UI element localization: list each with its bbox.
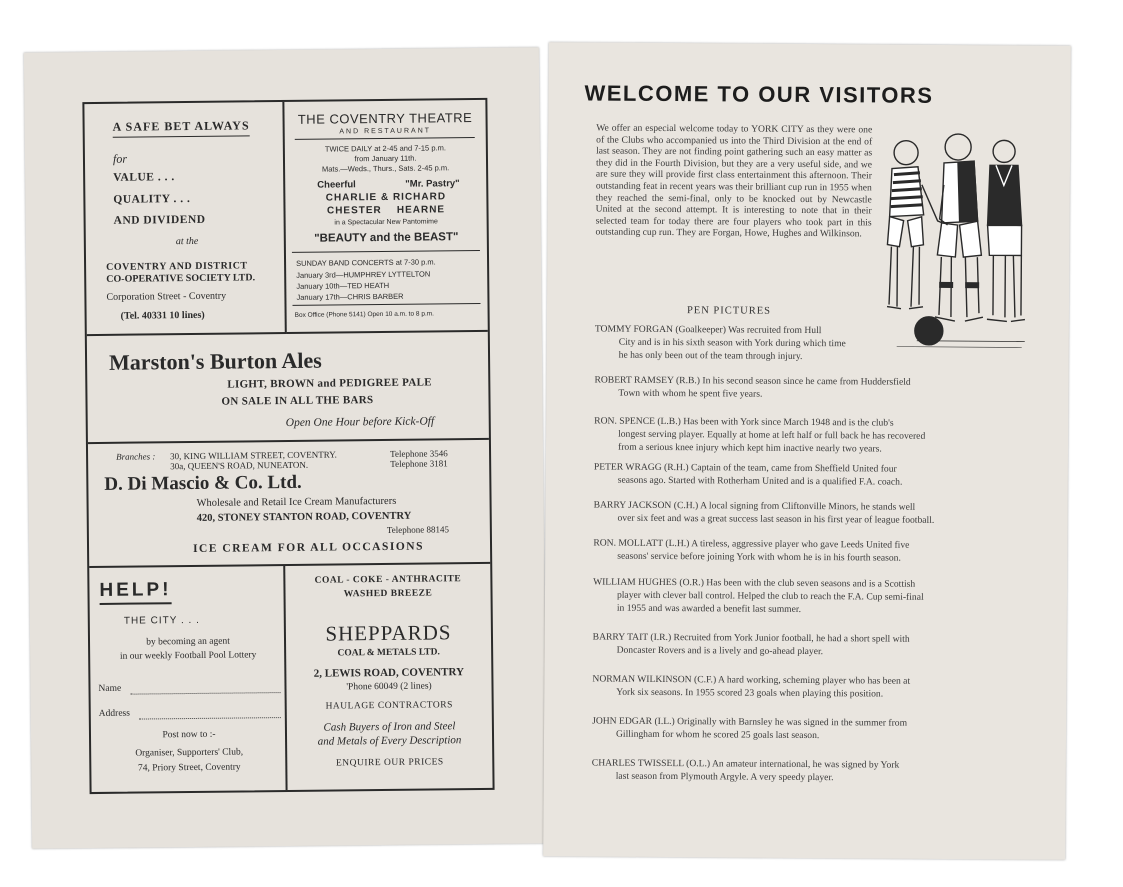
divider — [295, 137, 475, 140]
pen-cont: Town with whom he spent five years. — [618, 387, 763, 400]
dimascio-advert — [88, 440, 490, 568]
pen-first: BARRY JACKSON (C.H.) A local signing from Cliftonville Minors, he stands well — [593, 499, 916, 513]
pen-cont: he has only been out of the team through injury. — [618, 349, 803, 362]
pen-first: WILLIAM HUGHES (O.R.) Has been with the club seven seasons and is a Scottish — [593, 576, 916, 590]
sheppards-address: 2, LEWIS ROAD, COVENTRY — [313, 666, 465, 680]
cash-line2: and Metals of Every Description — [317, 734, 462, 748]
pen-cont: Doncaster Rovers and is a lively and go-ahead player. — [616, 644, 824, 658]
pen-cont: in 1955 and was awarded a benefit last summer. — [616, 602, 802, 615]
pen-first: TOMMY FORGAN (Goalkeeper) Was recruited from Hull — [594, 323, 822, 337]
fuels-line2: WASHED BREEZE — [343, 588, 433, 600]
cheerful-text: Cheerful — [317, 179, 356, 191]
page-title: WELCOME TO OUR VISITORS — [584, 80, 934, 108]
marston-advert — [87, 332, 489, 444]
help-line2: in our weekly Football Pool Lottery — [119, 650, 257, 662]
pen-pictures-heading: PEN PICTURES — [686, 305, 772, 317]
for-text: for — [112, 151, 128, 166]
marston-name: Marston's Burton Ales — [108, 347, 322, 375]
pen-cont: from a serious knee injury which kept him inactive nearly two years. — [617, 441, 882, 455]
theatre-times3: Mats.—Weds., Thurs., Sats. 2-45 p.m. — [321, 163, 450, 174]
pen-item — [594, 415, 1018, 457]
sheppards-phone: 'Phone 60049 (2 lines) — [346, 681, 432, 693]
pen-item — [594, 461, 1018, 490]
the-city-text: THE CITY . . . — [123, 614, 200, 627]
pen-item — [593, 576, 1017, 618]
dimascio-name: D. Di Mascio & Co. Ltd. — [104, 471, 302, 495]
names-line2: CHESTER HEARNE — [326, 204, 446, 217]
pen-first: PETER WRAGG (R.H.) Captain of the team, came from Sheffield United four — [593, 461, 897, 475]
pen-first: RON. SPENCE (L.B.) Has been with York since March 1948 and is the club's — [594, 415, 894, 429]
pen-cont: York six seasons. In 1955 scored 23 goals when playing this position. — [616, 686, 884, 700]
pen-item — [592, 757, 1016, 786]
branch-1: 30, KING WILLIAM STREET, COVENTRY. — [170, 449, 337, 462]
pen-first: CHARLES TWISSELL (O.L.) An amateur international, he was signed by York — [591, 757, 900, 771]
fuels-line1: COAL - COKE - ANTHRACITE — [314, 574, 462, 586]
coop-tel: (Tel. 40331 10 lines) — [120, 309, 205, 322]
name-label: Name — [98, 683, 122, 694]
sheppards-name: SHEPPARDS — [325, 620, 452, 646]
advert-frame — [82, 98, 494, 794]
society-line1: COVENTRY AND DISTRICT — [106, 260, 248, 273]
theatre-title: THE COVENTRY THEATRE — [297, 110, 473, 127]
pen-first: NORMAN WILKINSON (C.F.) A hard working, scheming player who has been at — [592, 673, 911, 687]
footballers-illustration — [877, 124, 1029, 353]
help-line1: by becoming an agent — [146, 636, 230, 648]
coop-address: Corporation Street - Coventry — [106, 290, 227, 303]
box-office: Box Office (Phone 5141) Open 10 a.m. to 8 p.m. — [294, 310, 435, 319]
society-line2: CO-OPERATIVE SOCIETY LTD. — [106, 272, 256, 285]
pen-cont: longest serving player. Equally at home at left half or full back he has recovered — [618, 428, 926, 442]
theatre-subtitle: AND RESTAURANT — [339, 127, 432, 136]
left-page — [24, 47, 547, 848]
dividend-text: AND DIVIDEND — [113, 213, 206, 227]
address-line[interactable] — [139, 717, 281, 719]
dimascio-trade: Wholesale and Retail Ice Cream Manufacturers — [196, 495, 397, 509]
dimascio-address: 420, STONEY STANTON ROAD, COVENTRY — [196, 510, 412, 524]
pen-item — [593, 537, 1017, 566]
pen-cont: seasons' service before joining York with whom he is in his fourth season. — [617, 550, 901, 564]
haulage-text: HAULAGE CONTRACTORS — [325, 700, 453, 712]
branch-2: 30a, QUEEN'S ROAD, NUNEATON. — [170, 459, 309, 472]
right-page — [543, 42, 1071, 860]
concert-3: January 17th—CHRIS BARBER — [296, 291, 404, 302]
address-label: Address — [98, 708, 130, 719]
coop-advert — [84, 102, 286, 336]
intro-paragraph: We offer an especial welcome today to YORK CITY as they were one of the Clubs who accompanied us into the Third Division at the end of last season. They are not finding point gathering such an easy matter as they did in the Fourth Division, but they are a very useful side, and we are sure they will provide first class entertainment this afternoon. Their outstanding feat in recent years was their brilliant cup run in 1955 when they reached the semi-final, only to be knocked out by Newcastle United at the second attempt. It is interesting to note that in their selected team for today there are four players who took part in this outstanding cup run. They are Forgan, Howe, Hughes and Wilkinson. — [595, 122, 873, 240]
names-line1: CHARLIE & RICHARD — [325, 191, 447, 204]
pen-first: JOHN EDGAR (I.L.) Originally with Barnsley he was signed in the summer from — [592, 715, 908, 729]
pen-first: ROBERT RAMSEY (R.B.) In his second season since he came from Huddersfield — [594, 374, 911, 388]
enquire-text: ENQUIRE OUR PRICES — [335, 757, 444, 769]
post-now-text: Post now to :- — [162, 729, 216, 741]
theatre-times1: TWICE DAILY at 2-45 and 7-15 p.m. — [324, 143, 446, 154]
pen-item — [592, 673, 1016, 702]
pantomime-text: in a Spectacular New Pantomime — [334, 218, 438, 227]
pen-cont: City and is in his sixth season with York during which time — [618, 336, 846, 350]
show-title: "BEAUTY and the BEAST" — [314, 231, 459, 245]
dimascio-slogan: ICE CREAM FOR ALL OCCASIONS — [192, 540, 425, 555]
pen-item — [595, 323, 871, 364]
organiser-line1: Organiser, Supporters' Club, — [135, 747, 244, 759]
concert-1: January 3rd—HUMPHREY LYTTELTON — [296, 269, 431, 280]
quality-text: QUALITY . . . — [113, 192, 191, 206]
theatre-advert — [284, 100, 487, 334]
pen-cont: over six feet and was a great success last season in his first year of league football. — [617, 512, 935, 526]
cash-line1: Cash Buyers of Iron and Steel — [323, 720, 456, 734]
pen-item — [593, 499, 1017, 528]
pen-item — [592, 715, 1016, 744]
marston-line2: ON SALE IN ALL THE BARS — [221, 394, 374, 408]
branch-1-tel: Telephone 3546 — [390, 448, 448, 459]
mr-pastry-text: "Mr. Pastry" — [405, 178, 460, 190]
pen-cont: player with clever ball control. Helped the club to reach the F.A. Cup semi-final — [616, 589, 924, 603]
safe-bet-heading: A SAFE BET ALWAYS — [113, 118, 250, 137]
help-advert — [89, 566, 287, 792]
marston-line1: LIGHT, BROWN and PEDIGREE PALE — [227, 376, 432, 391]
pen-first: RON. MOLLATT (L.H.) A tireless, aggressive player who gave Leeds United five — [593, 537, 910, 551]
at-the-text: at the — [175, 235, 199, 248]
pen-cont: seasons ago. Started with Rotherham United and is a qualified F.A. coach. — [617, 474, 903, 488]
sheppards-sub: COAL & METALS LTD. — [337, 647, 440, 659]
dimascio-tel: Telephone 88145 — [386, 524, 450, 535]
help-heading: HELP! — [99, 579, 171, 605]
organiser-line2: 74, Priory Street, Coventry — [137, 762, 241, 774]
value-text: VALUE . . . — [113, 171, 175, 184]
pen-first: BARRY TAIT (I.R.) Recruited from York Junior football, he had a short spell with — [592, 631, 910, 645]
marston-line3: Open One Hour before Kick-Off — [285, 415, 435, 429]
branches-label: Branches : — [116, 451, 156, 462]
concert-2: January 10th—TED HEATH — [296, 280, 390, 291]
sheppards-advert — [285, 564, 492, 790]
theatre-times2: from January 11th. — [354, 153, 417, 164]
name-line[interactable] — [131, 692, 281, 695]
divider — [292, 250, 480, 253]
pen-cont: last season from Plymouth Argyle. A very speedy player. — [615, 770, 834, 784]
concerts-heading: SUNDAY BAND CONCERTS at 7-30 p.m. — [296, 257, 436, 268]
pen-item — [594, 374, 1018, 403]
pen-cont: Gillingham for whom he scored 25 goals last season. — [615, 728, 820, 742]
branch-2-tel: Telephone 3181 — [390, 458, 448, 469]
divider — [293, 303, 481, 306]
pen-item — [593, 631, 1017, 660]
